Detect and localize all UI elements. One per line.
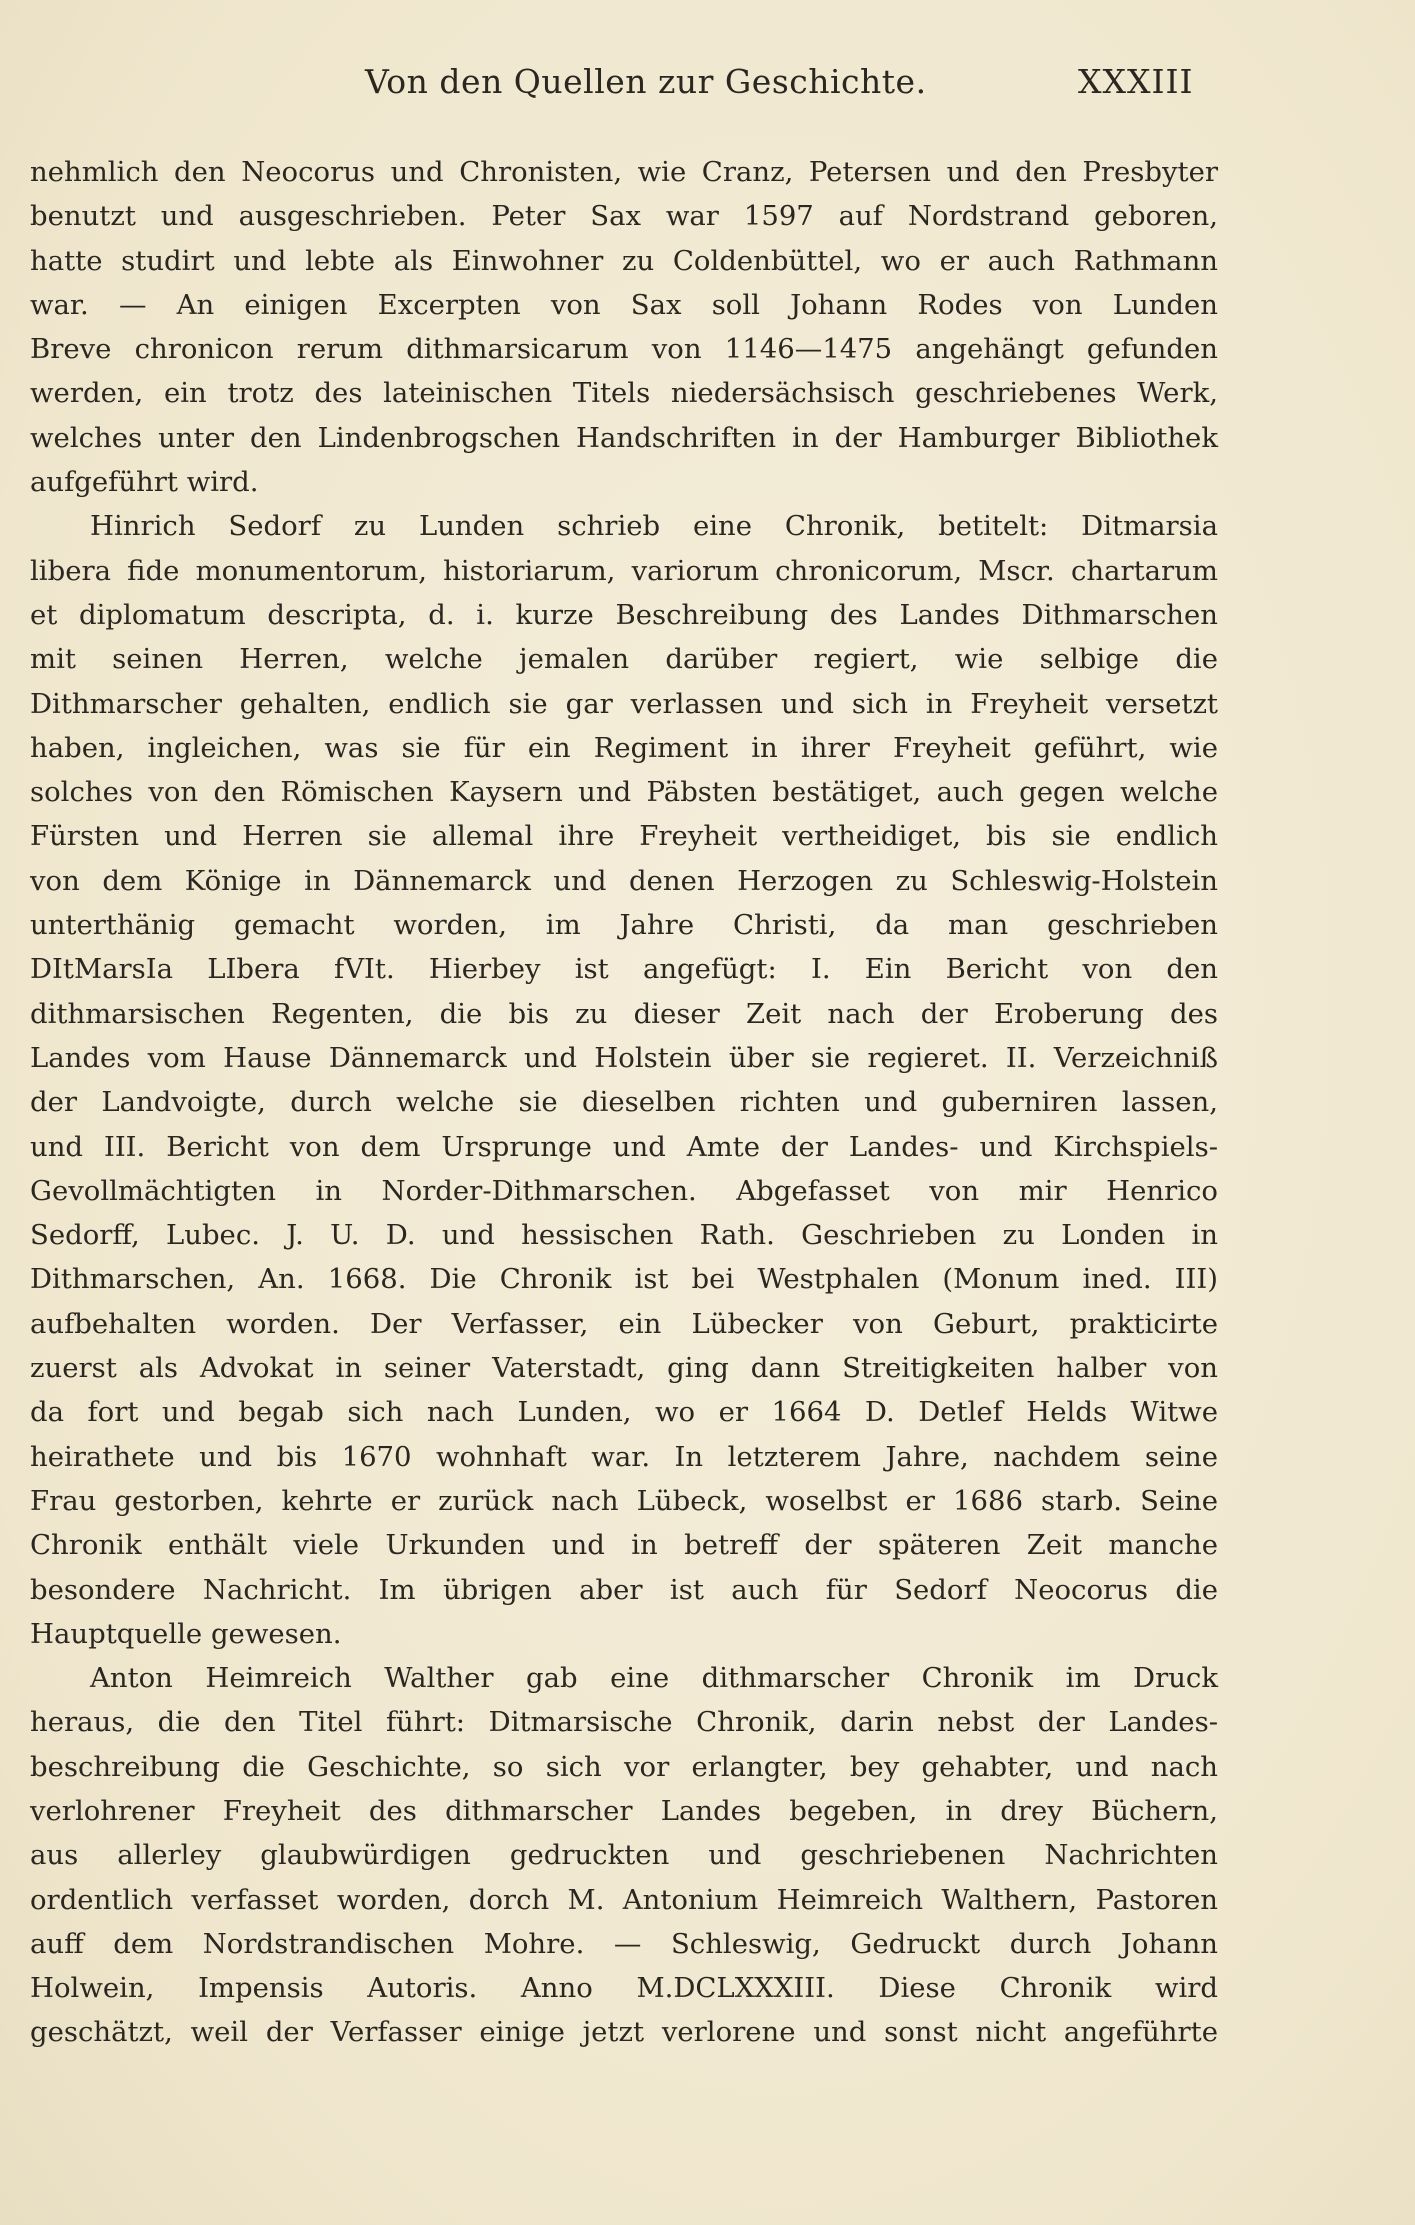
text-line: geschätzt, weil der Verfasser einige jetzt verlorene und sonst nicht angeführte [30, 2016, 1218, 2049]
text-line: war. — An einigen Excerpten von Sax soll Johann Rodes von Lunden [30, 288, 1218, 321]
paragraph-2 [30, 504, 1218, 1656]
text-line: aufgeführt wird. [30, 466, 259, 499]
text-line: der Landvoigte, durch welche sie dieselben richten und guberniren lassen, [30, 1086, 1218, 1119]
paragraph-1 [30, 150, 1218, 504]
page-number: XXXIII [1078, 62, 1194, 101]
text-line: Holwein, Impensis Autoris. Anno M.DCLXXXIII. Diese Chronik wird [30, 1972, 1218, 2005]
paragraph-3 [30, 1656, 1218, 2055]
text-line: auff dem Nordstrandischen Mohre. — Schleswig, Gedruckt durch Johann [30, 1927, 1218, 1960]
text-line: Frau gestorben, kehrte er zurück nach Lübeck, woselbst er 1686 starb. Seine [30, 1484, 1218, 1517]
text-line: nehmlich den Neocorus und Chronisten, wie Cranz, Petersen und den Presbyter [30, 156, 1218, 188]
text-line: verlohrener Freyheit des dithmarscher Landes begeben, in drey Büchern, [30, 1794, 1218, 1827]
text-line: ordentlich verfasset worden, dorch M. Antonium Heimreich Walthern, Pastoren [30, 1883, 1218, 1916]
text-line: unterthänig gemacht worden, im Jahre Christi, da man geschrieben [30, 909, 1218, 942]
text-line: da fort und begab sich nach Lunden, wo er 1664 D. Detlef Helds Witwe [30, 1396, 1218, 1429]
text-line: zuerst als Advokat in seiner Vaterstadt, ging dann Streitigkeiten halber von [30, 1352, 1218, 1385]
text-line: aufbehalten worden. Der Verfasser, ein Lübecker von Geburt, prakticirte [30, 1307, 1218, 1340]
text-line: Sedorff, Lubec. J. U. D. und hessischen Rath. Geschrieben zu Londen in [30, 1219, 1218, 1252]
text-line: welches unter den Lindenbrogschen Handschriften in der Hamburger Bibliothek [30, 421, 1218, 454]
running-title: Von den Quellen zur Geschichte. [365, 62, 927, 101]
text-line: besondere Nachricht. Im übrigen aber ist auch für Sedorf Neocorus die [30, 1573, 1218, 1606]
text-line: haben, ingleichen, was sie für ein Regiment in ihrer Freyheit geführt, wie [30, 731, 1218, 764]
text-line: DItMarsIa LIbera fVIt. Hierbey ist angefügt: I. Ein Bericht von den [30, 953, 1218, 986]
text-line: Fürsten und Herren sie allemal ihre Freyheit vertheidiget, bis sie endlich [30, 820, 1218, 853]
text-line: solches von den Römischen Kaysern und Päbsten bestätiget, auch gegen welche [30, 776, 1218, 809]
text-line: und III. Bericht von dem Ursprunge und Amte der Landes- und Kirchspiels- [30, 1130, 1218, 1163]
text-line: werden, ein trotz des lateinischen Titels niedersächsisch geschriebenes Werk, [30, 377, 1218, 410]
text-line: Gevollmächtigten in Norder-Dithmarschen. Abgefasset von mir Henrico [30, 1174, 1218, 1207]
text-line: Hinrich Sedorf zu Lunden schrieb eine Chronik, betitelt: Ditmarsia [90, 510, 1218, 543]
text-line: heirathete und bis 1670 wohnhaft war. In letzterem Jahre, nachdem seine [30, 1440, 1218, 1473]
body-text [30, 150, 1218, 2055]
text-line: et diplomatum descripta, d. i. kurze Beschreibung des Landes Dithmarschen [30, 598, 1218, 631]
text-line: beschreibung die Geschichte, so sich vor erlangter, bey gehabter, und nach [30, 1750, 1218, 1783]
text-line: Chronik enthält viele Urkunden und in betreff der späteren Zeit manche [30, 1529, 1218, 1562]
text-line: dithmarsischen Regenten, die bis zu dieser Zeit nach der Eroberung des [30, 997, 1218, 1030]
text-line: Dithmarschen, An. 1668. Die Chronik ist bei Westphalen (Monum ined. III) [30, 1263, 1218, 1296]
text-line: benutzt und ausgeschrieben. Peter Sax war 1597 auf Nordstrand geboren, [30, 200, 1218, 233]
text-line: Dithmarscher gehalten, endlich sie gar verlassen und sich in Freyheit versetzt [30, 687, 1218, 720]
text-line: von dem Könige in Dännemarck und denen Herzogen zu Schleswig-Holstein [30, 864, 1218, 897]
text-line: mit seinen Herren, welche jemalen darüber regiert, wie selbige die [30, 643, 1218, 676]
text-line: Hauptquelle gewesen. [30, 1617, 342, 1650]
text-line: Landes vom Hause Dännemarck und Holstein über sie regieret. II. Verzeichniß [30, 1041, 1218, 1074]
text-line: hatte studirt und lebte als Einwohner zu Coldenbüttel, wo er auch Rathmann [30, 244, 1218, 277]
text-line: Anton Heimreich Walther gab eine dithmarscher Chronik im Druck [90, 1662, 1218, 1695]
text-line: libera fide monumentorum, historiarum, variorum chronicorum, Mscr. chartarum [30, 554, 1218, 587]
text-line: aus allerley glaubwürdigen gedruckten und geschriebenen Nachrichten [30, 1839, 1218, 1872]
running-head [30, 62, 1210, 108]
text-line: Breve chronicon rerum dithmarsicarum von 1146—1475 angehängt gefunden [30, 333, 1218, 366]
text-line: heraus, die den Titel führt: Ditmarsische Chronik, darin nebst der Landes- [30, 1706, 1218, 1739]
